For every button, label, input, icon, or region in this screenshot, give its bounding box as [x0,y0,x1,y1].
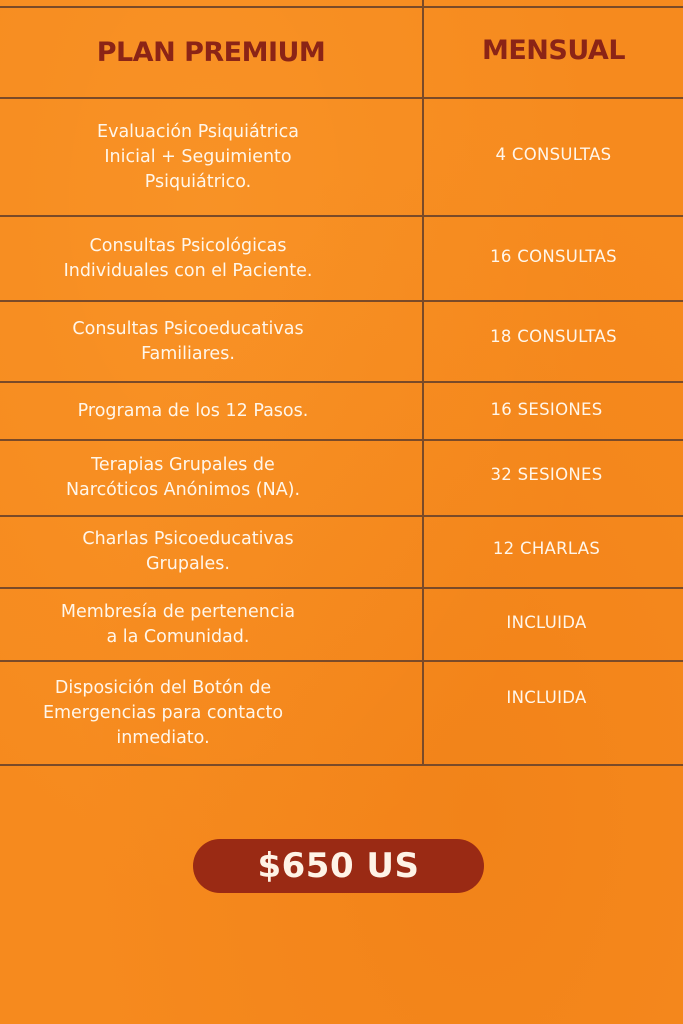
service-quantity: 4 CONSULTAS [495,144,612,164]
table-bottom-border [0,764,683,766]
service-label: Consultas Psicoeducativas Familiares. [72,318,304,364]
plan-title: PLAN PREMIUM [96,37,326,68]
period-title: MENSUAL [481,35,626,66]
service-label: Terapias Grupales de Narcóticos Anónimos (NA). [65,455,301,500]
price-badge: $650 US [193,839,484,893]
service-quantity: INCLUIDA [506,687,587,707]
service-quantity: INCLUIDA [506,612,587,632]
service-label: Programa de los 12 Pasos. [77,400,309,421]
service-quantity: 12 CHARLAS [492,538,601,558]
service-quantity: 16 CONSULTAS [490,246,617,266]
service-label: Membresía de pertenencia a la Comunidad. [60,601,296,647]
service-quantity: 16 SESIONES [490,399,603,419]
service-label: Consultas Psicológicas Individuales con el Paciente. [63,235,313,281]
service-label: Evaluación Psiquiátrica Inicial + Seguimiento Psiquiátrico. [97,121,299,192]
service-quantity: 18 CONSULTAS [490,326,617,346]
service-label: Charlas Psicoeducativas Grupales. [82,529,294,574]
service-label: Disposición del Botón de Emergencias para contacto inmediato. [42,677,284,748]
service-quantity: 32 SESIONES [490,464,603,484]
